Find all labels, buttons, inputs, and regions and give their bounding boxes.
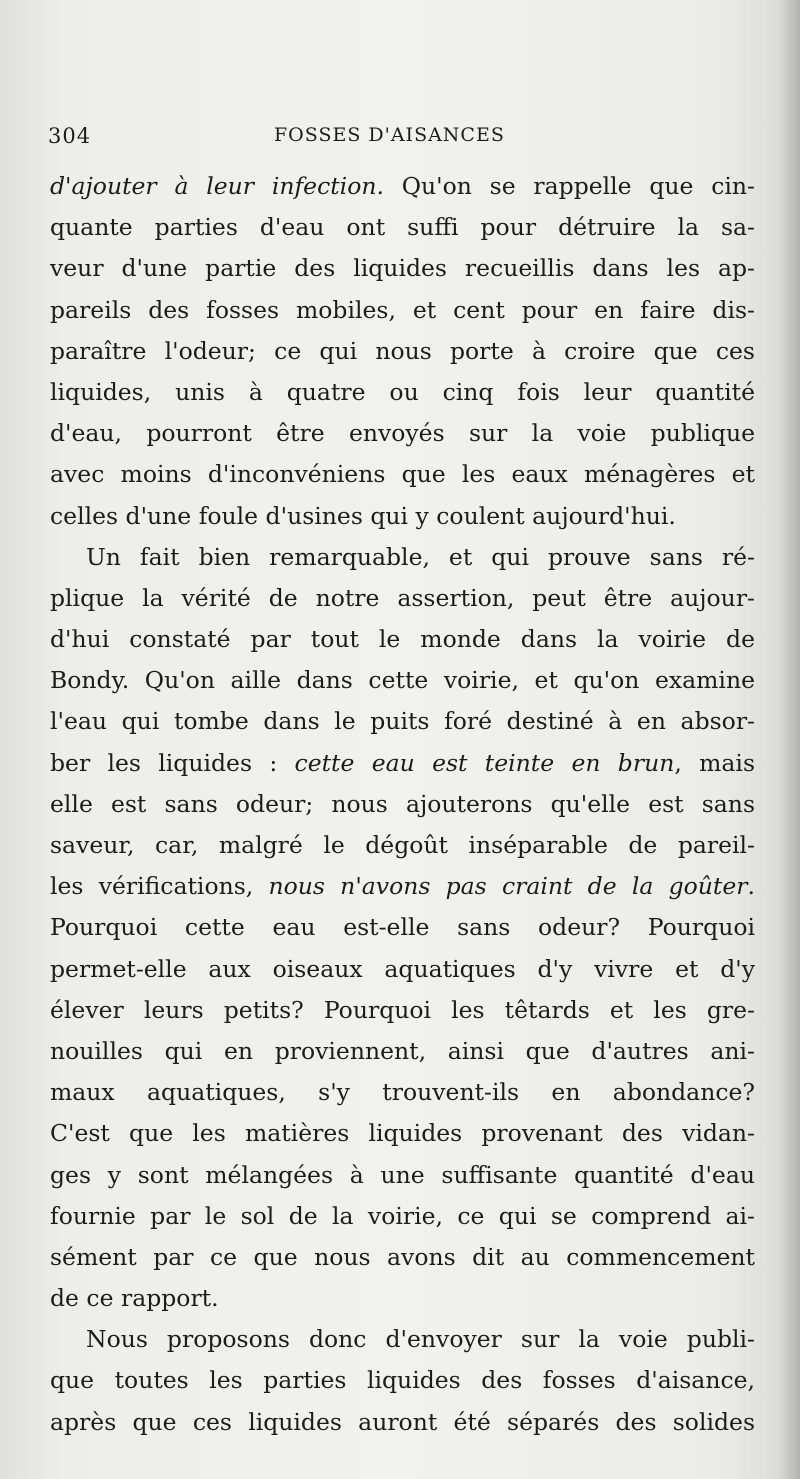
body-text: [50, 166, 755, 1443]
text-run: C'est que les matières liquides provenant des vidan-: [50, 1119, 755, 1148]
text-run: nouilles qui en proviennent, ainsi que d'autres ani-: [50, 1036, 755, 1065]
text-line: [50, 207, 755, 248]
text-run: avec moins d'inconvéniens que les eaux ménagères et: [50, 460, 755, 489]
text-line: [50, 248, 755, 289]
text-line: [50, 1278, 755, 1319]
text-line: [50, 1196, 755, 1237]
text-run: .: [747, 872, 755, 901]
text-line: [50, 454, 755, 495]
italic-phrase: nous n'avons pas craint de la goûter: [268, 872, 748, 901]
page-header: [48, 118, 753, 158]
text-run: veur d'une partie des liquides recueillis dans les ap-: [50, 254, 755, 283]
text-run: élever leurs petits? Pourquoi les têtards et les gre-: [50, 995, 755, 1024]
text-run: paraître l'odeur; ce qui nous porte à croire que ces: [50, 336, 755, 365]
text-run: ges y sont mélangées à une suffisante quantité d'eau: [50, 1160, 755, 1189]
text-line: [50, 866, 755, 907]
text-run: pareils des fosses mobiles, et cent pour en faire dis-: [50, 295, 755, 324]
text-run: sément par ce que nous avons dit au commencement: [50, 1242, 755, 1271]
text-run: permet-elle aux oiseaux aquatiques d'y vivre et d'y: [50, 954, 755, 983]
text-run: liquides, unis à quatre ou cinq fois leur quantité: [50, 377, 755, 406]
text-run: plique la vérité de notre assertion, peut être aujour-: [50, 583, 755, 612]
text-line: [50, 331, 755, 372]
text-run: d'hui constaté par tout le monde dans la voirie de: [50, 625, 755, 654]
text-line: [50, 537, 755, 578]
text-line: [50, 1360, 755, 1401]
text-run: Un fait bien remarquable, et qui prouve sans ré-: [86, 542, 755, 571]
text-line: [50, 496, 755, 537]
text-line: [50, 1237, 755, 1278]
text-run: Bondy. Qu'on aille dans cette voirie, et qu'on examine: [50, 666, 755, 695]
text-line: [50, 660, 755, 701]
text-line: [50, 990, 755, 1031]
text-run: , mais: [674, 748, 756, 777]
text-line: [50, 701, 755, 742]
text-line: [50, 1031, 755, 1072]
text-line: [50, 619, 755, 660]
text-run: ber les liquides :: [50, 748, 295, 777]
page-edge-shadow: [778, 0, 800, 1479]
text-line: [50, 949, 755, 990]
text-line: [50, 413, 755, 454]
text-run: fournie par le sol de la voirie, ce qui se comprend ai-: [50, 1201, 755, 1230]
text-line: [50, 825, 755, 866]
text-run: saveur, car, malgré le dégoût inséparable de pareil-: [50, 831, 755, 859]
text-run: après que ces liquides auront été séparés des solides: [50, 1407, 755, 1436]
text-run: Nous proposons donc d'envoyer sur la voie publi-: [86, 1325, 755, 1354]
running-title: FOSSES D'AISANCES: [274, 124, 505, 146]
text-line: [50, 1155, 755, 1196]
text-line: [50, 1402, 755, 1443]
text-run: l'eau qui tombe dans le puits foré destiné à en absor-: [50, 707, 755, 736]
text-line: [50, 372, 755, 413]
text-run: maux aquatiques, s'y trouvent-ils en abondance?: [50, 1078, 755, 1107]
text-run: quante parties d'eau ont suffi pour détruire la sa-: [50, 213, 755, 242]
text-run: elle est sans odeur; nous ajouterons qu'elle est sans: [50, 789, 755, 818]
italic-phrase: cette eau est teinte en brun: [294, 748, 675, 777]
text-run: d'eau, pourront être envoyés sur la voie publique: [50, 419, 755, 448]
text-line: [50, 743, 755, 784]
text-line: [50, 166, 755, 207]
text-run: Qu'on se rappelle que cin-: [383, 172, 755, 200]
text-line: [50, 784, 755, 825]
page-number: 304: [48, 124, 92, 148]
text-run: de ce rapport.: [50, 1284, 219, 1313]
text-line: [50, 290, 755, 331]
text-run: que toutes les parties liquides des fosses d'aisance,: [50, 1366, 755, 1395]
text-line: [50, 578, 755, 619]
text-run: celles d'une foule d'usines qui y coulent aujourd'hui.: [50, 501, 676, 530]
text-run: Pourquoi cette eau est-elle sans odeur? Pourquoi: [50, 913, 755, 942]
text-line: [50, 1072, 755, 1113]
italic-phrase: d'ajouter à leur infection.: [50, 172, 384, 200]
text-line: [50, 1113, 755, 1154]
text-line: [50, 907, 755, 948]
text-run: les vérifications,: [50, 872, 269, 901]
text-line: [50, 1319, 755, 1360]
